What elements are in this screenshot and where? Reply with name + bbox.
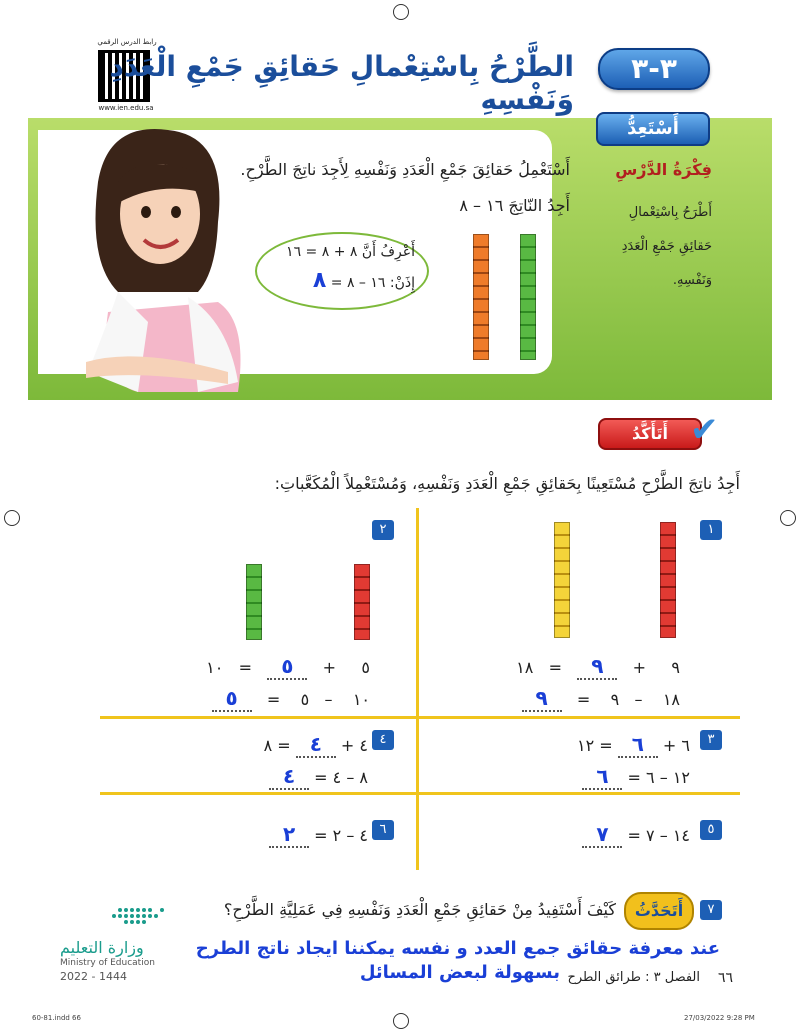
bubble-line-2-text: إِذَنْ: ١٦ – ٨ = bbox=[330, 275, 415, 291]
yellow-cube-stack bbox=[554, 522, 570, 638]
registration-mark-right bbox=[780, 510, 796, 526]
qr-caption: رابط الدرس الرقمي bbox=[97, 38, 157, 46]
orange-cube-stack bbox=[473, 234, 489, 360]
lesson-idea-text bbox=[600, 196, 712, 298]
exercise-number-3: ٣ bbox=[700, 730, 722, 750]
girl-illustration bbox=[78, 122, 248, 392]
exercise-2-row-2: ١٠ – ٥ = ٥ bbox=[150, 686, 370, 712]
page-title: الطَّرْحُ بِاسْتِعْمالِ حَقائِقِ جَمْعِ الْعَدَدِ وَنَفْسِهِ bbox=[109, 50, 574, 116]
registration-mark-top bbox=[393, 4, 409, 20]
lesson-idea-line: أَطْرَحُ بِاسْتِعْمالِ bbox=[628, 205, 712, 220]
exercise-number-2: ٢ bbox=[372, 520, 394, 540]
exercise-number-5: ٥ bbox=[700, 820, 722, 840]
check-tag: أَتَأَكَّدُ bbox=[598, 418, 702, 450]
talk-question: كَيْفَ أَسْتَفِيدُ مِنْ حَقائِقِ جَمْعِ الْعَدَدِ وَنَفْسِهِ فِي عَمَلِيَّةِ الطَّرْحِ؟ bbox=[223, 900, 616, 919]
answer-field[interactable]: ٥ bbox=[267, 654, 307, 680]
ministry-name-english: Ministry of Education bbox=[60, 958, 155, 968]
grid-divider-horizontal bbox=[100, 716, 740, 719]
exercise-5: ١٤ – ٧ = ٧ bbox=[520, 822, 690, 848]
print-file-info: 60-81.indd 66 bbox=[32, 1014, 81, 1022]
bubble-answer: ٨ bbox=[312, 268, 327, 293]
answer-field[interactable]: ٤ bbox=[269, 764, 309, 790]
exercise-4-row-1: ٤ + ٤ = ٨ bbox=[263, 732, 368, 756]
exercise-instruction: أَجِدُ ناتِجَ الطَّرْحِ مُسْتَعِينًا بِحَقائِقِ جَمْعِ الْعَدَدِ وَنَفْسِهِ، وَمُسْتَعْمِلاً الْمُكَعَّباتِ: bbox=[274, 474, 740, 493]
bubble-line-1: أَعْرِفُ أَنَّ ٨ + ٨ = ١٦ bbox=[286, 244, 415, 260]
answer-field[interactable]: ٧ bbox=[582, 822, 622, 848]
ministry-name-arabic: وزارة التعليم bbox=[60, 938, 144, 957]
answer-field[interactable]: ٩ bbox=[522, 686, 562, 712]
answer-field[interactable]: ٢ bbox=[269, 822, 309, 848]
exercise-number-6: ٦ bbox=[372, 820, 394, 840]
exercise-2-row-1: ٥ + ٥ = ١٠ bbox=[206, 654, 370, 678]
lesson-idea-line: حَقائِقِ جَمْعِ الْعَدَدِ bbox=[621, 239, 712, 254]
talk-answer-line-1[interactable]: عند معرفة حقائق جمع العدد و نفسه يمكننا ايجاد ناتج الطرح bbox=[195, 938, 720, 959]
green-cube-stack bbox=[520, 234, 536, 360]
grid-divider-vertical bbox=[416, 508, 419, 870]
grid-divider-horizontal bbox=[100, 792, 740, 795]
qr-url[interactable]: www.ien.edu.sa bbox=[98, 104, 154, 112]
exercise-6: ٤ – ٢ = ٢ bbox=[200, 822, 368, 848]
answer-field[interactable]: ٦ bbox=[618, 732, 658, 758]
exercise-1-row-2: ١٨ – ٩ = ٩ bbox=[440, 686, 680, 712]
explore-tag: أَسْتَعِدُّ bbox=[596, 112, 710, 146]
red-cube-stack bbox=[660, 522, 676, 638]
exercise-4-row-2: ٨ – ٤ = ٤ bbox=[200, 764, 368, 790]
answer-field[interactable]: ٥ bbox=[212, 686, 252, 712]
print-timestamp: 27/03/2022 9:28 PM bbox=[684, 1014, 755, 1022]
registration-mark-left bbox=[4, 510, 20, 526]
answer-field[interactable]: ٦ bbox=[582, 764, 622, 790]
explore-question: أَجِدُ النّاتِجَ ١٦ – ٨ bbox=[459, 196, 570, 215]
lesson-number-badge: ٣-٣ bbox=[598, 48, 710, 90]
talk-answer-line-2[interactable]: بسهولة لبعض المسائل bbox=[359, 962, 560, 983]
check-mark-icon: ✔ bbox=[690, 410, 719, 450]
exercise-3-row-1: ٦ + ٦ = ١٢ bbox=[577, 732, 690, 756]
explore-text: أَسْتَعْمِلُ حَقائِقَ جَمْعِ الْعَدَدِ وَنَفْسِهِ لِأَجِدَ ناتِجَ الطَّرْحِ. bbox=[240, 160, 570, 179]
answer-field[interactable]: ٩ bbox=[577, 654, 617, 680]
red-cube-stack bbox=[354, 564, 370, 640]
exercise-1-row-1: ٩ + ٩ = ١٨ bbox=[516, 654, 680, 678]
talk-tag: أَتَحَدَّثُ bbox=[624, 892, 694, 930]
exercise-number-1: ١ bbox=[700, 520, 722, 540]
registration-mark-bottom bbox=[393, 1013, 409, 1029]
year-label: 2022 - 1444 bbox=[60, 970, 127, 983]
lesson-idea-title: فِكْرَةُ الدَّرْسِ bbox=[615, 160, 712, 179]
exercise-number-7: ٧ bbox=[700, 900, 722, 920]
lesson-idea-line: وَنَفْسِهِ. bbox=[672, 273, 712, 288]
bubble-line-2 bbox=[265, 268, 415, 293]
chapter-footer: الفصل ٣ : طرائق الطرح bbox=[567, 970, 700, 985]
green-cube-stack bbox=[246, 564, 262, 640]
page-number: ٦٦ bbox=[718, 970, 734, 986]
exercise-number-4: ٤ bbox=[372, 730, 394, 750]
answer-field[interactable]: ٤ bbox=[296, 732, 336, 758]
exercise-3-row-2: ١٢ – ٦ = ٦ bbox=[520, 764, 690, 790]
ministry-logo-icon bbox=[108, 896, 174, 932]
